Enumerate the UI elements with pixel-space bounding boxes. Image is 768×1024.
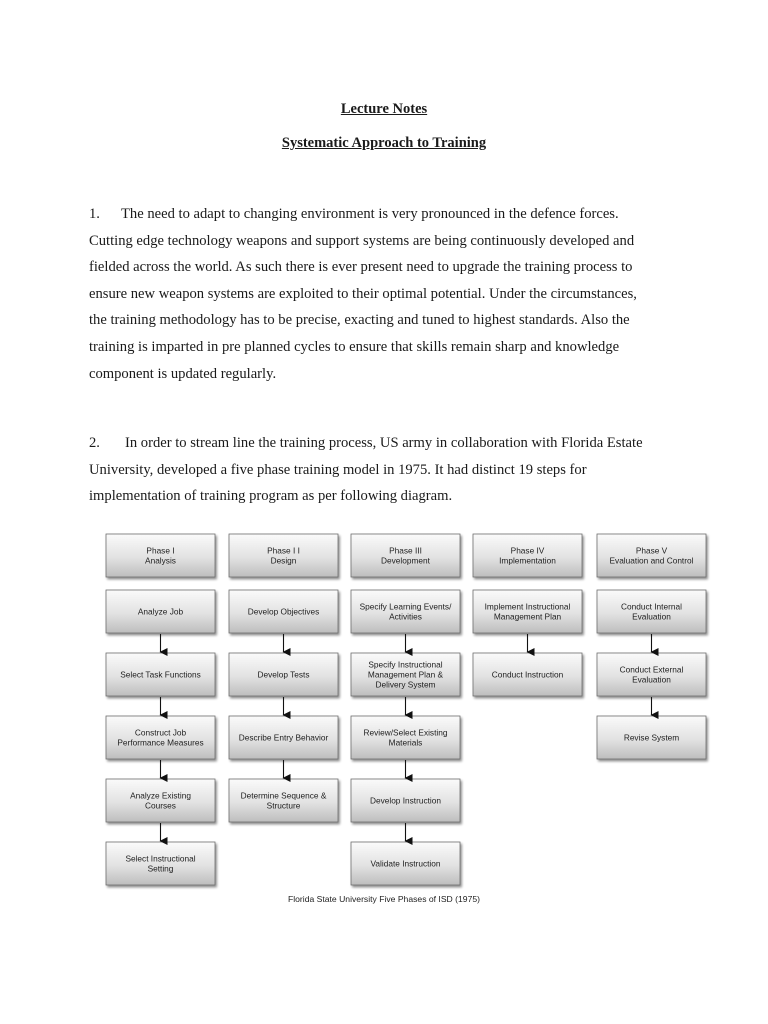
box-label: Performance Measures: [117, 737, 204, 748]
box-label: Construct Job: [134, 727, 187, 738]
step-box: [229, 716, 338, 759]
box-label: Activities: [389, 611, 422, 622]
page-title: Lecture Notes: [340, 101, 428, 117]
paragraph-line: University, developed a five phase training model in 1975. It had distinct 19 steps for: [89, 461, 587, 478]
box-label: Conduct External: [619, 664, 684, 675]
box-label: Evaluation: [632, 611, 671, 622]
box-label: Materials: [388, 737, 423, 748]
box-label: Design: [270, 555, 297, 566]
box-label: Development: [381, 555, 430, 566]
step-box: [351, 842, 460, 885]
step-box: [106, 842, 215, 885]
paragraph-line: component is updated regularly.: [89, 365, 277, 382]
paragraph-line: training is imparted in pre planned cycles to ensure that skills remain sharp and knowledge: [89, 338, 620, 355]
box-label: Conduct Instruction: [491, 669, 564, 680]
box-label: Evaluation and Control: [609, 555, 694, 566]
phase-header-box: [106, 534, 215, 577]
box-label: Phase V: [635, 545, 668, 556]
box-label: Conduct Internal: [621, 601, 682, 612]
box-label: Evaluation: [632, 674, 671, 685]
box-label: Management Plan: [493, 611, 562, 622]
phase-header-box: [473, 534, 582, 577]
box-label: Specify Instructional: [368, 659, 443, 670]
paragraph-number: 2.: [89, 435, 100, 451]
step-box: [229, 653, 338, 696]
box-label: Management Plan &: [367, 669, 444, 680]
box-label: Delivery System: [375, 679, 436, 690]
box-label: Phase III: [389, 545, 422, 556]
step-box: [597, 653, 706, 696]
step-box: [597, 590, 706, 633]
paragraph-line: 1. The need to adapt to changing environment is very pronounced in the defence forces.: [89, 201, 679, 228]
step-box: [351, 590, 460, 633]
phase-header-box: [351, 534, 460, 577]
paragraph-line: implementation of training program as per following diagram.: [89, 488, 453, 505]
paragraph-line: ensure new weapon systems are exploited to their optimal potential. Under the circumstances,: [89, 285, 637, 302]
box-label: Implement Instructional: [484, 601, 571, 612]
box-label: Phase I: [146, 545, 175, 556]
step-box: [351, 653, 460, 696]
box-label: Analysis: [145, 555, 176, 566]
step-box: [351, 716, 460, 759]
box-label: Setting: [147, 863, 174, 874]
page-subtitle: Systematic Approach to Training: [281, 135, 487, 151]
paragraph-line: fielded across the world. As such there is ever present need to upgrade the training process to: [89, 259, 633, 276]
step-box: [106, 653, 215, 696]
paragraph-line: Cutting edge technology weapons and support systems are being continuously developed and: [89, 232, 635, 249]
step-box: [351, 779, 460, 822]
box-label: Structure: [266, 800, 301, 811]
box-label: Validate Instruction: [370, 858, 441, 869]
box-label: Specify Learning Events/: [359, 601, 452, 612]
box-label: Develop Objectives: [247, 606, 320, 617]
step-box: [106, 779, 215, 822]
box-label: Describe Entry Behavior: [238, 732, 329, 743]
diagram-caption: Florida State University Five Phases of ISD (1975): [287, 894, 480, 904]
paragraph-line: 2. In order to stream line the training process, US army in collaboration with Florida Estate: [89, 430, 679, 457]
step-box: [106, 590, 215, 633]
paragraph-number: 1.: [89, 206, 100, 222]
box-label: Select Task Functions: [120, 669, 201, 680]
paragraph-line: the training methodology has to be precise, exacting and tuned to highest standards. Also the: [89, 312, 630, 329]
phase-header-box: [229, 534, 338, 577]
step-box: [473, 590, 582, 633]
box-label: Develop Instruction: [369, 795, 442, 806]
step-box: [229, 779, 338, 822]
box-label: Phase IV: [510, 545, 545, 556]
box-label: Develop Tests: [257, 669, 310, 680]
phase-header-box: [597, 534, 706, 577]
box-label: Analyze Existing: [130, 790, 191, 801]
step-box: [106, 716, 215, 759]
box-label: Review/Select Existing: [363, 727, 448, 738]
box-label: Analyze Job: [137, 606, 184, 617]
box-label: Courses: [145, 800, 176, 811]
step-box: [229, 590, 338, 633]
box-label: Implementation: [499, 555, 556, 566]
box-label: Phase I I: [267, 545, 300, 556]
box-label: Revise System: [623, 732, 680, 743]
step-box: [473, 653, 582, 696]
step-box: [597, 716, 706, 759]
box-label: Select Instructional: [125, 853, 196, 864]
box-label: Determine Sequence &: [240, 790, 327, 801]
